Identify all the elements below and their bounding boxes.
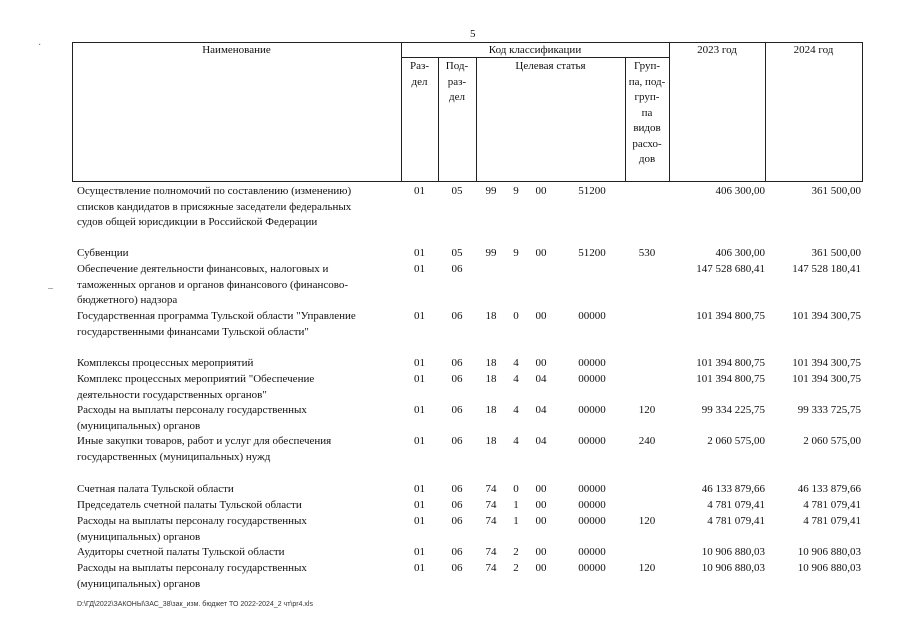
row-target-direction: 00000 [578, 499, 606, 511]
row-target-program: 99 [485, 185, 497, 197]
row-podrazdel: 06 [451, 562, 463, 574]
row-name: Председатель счетной палаты Тульской области [77, 499, 302, 511]
row-podrazdel: 06 [451, 357, 463, 369]
row-target-direction: 00000 [578, 515, 606, 527]
row-target-subprogram: 4 [513, 404, 519, 416]
header-name: Наименование [202, 44, 271, 56]
row-name: Расходы на выплаты персоналу государственных (муниципальных) органов [77, 562, 307, 590]
row-expense-type: 120 [638, 562, 656, 574]
row-amount-2023: 147 528 680,41 [696, 263, 765, 275]
row-amount-2024: 99 333 725,75 [797, 404, 861, 416]
header-year-2023: 2023 год [697, 44, 737, 56]
row-target-event: 00 [535, 546, 547, 558]
row-target-direction: 00000 [578, 357, 606, 369]
row-amount-2023: 2 060 575,00 [707, 435, 765, 447]
row-amount-2024: 101 394 300,75 [792, 310, 861, 322]
file-path-footer: D:\ГД\2022\ЗАКОНЫ\ЗАС_38\зак_изм. бюджет ТО 2022-2024_2 чт\pr4.xls [77, 601, 313, 608]
row-razdel: 01 [414, 185, 425, 197]
row-target-subprogram: 4 [513, 373, 519, 385]
row-target-program: 74 [485, 499, 497, 511]
row-target-program: 18 [485, 310, 497, 322]
row-target-subprogram: 0 [513, 483, 519, 495]
row-name: Аудиторы счетной палаты Тульской области [77, 546, 285, 558]
row-target-subprogram: 1 [513, 515, 519, 527]
row-podrazdel: 06 [451, 483, 463, 495]
row-target-subprogram: 0 [513, 310, 519, 322]
row-podrazdel: 06 [451, 404, 463, 416]
row-podrazdel: 06 [451, 515, 463, 527]
row-amount-2024: 10 906 880,03 [797, 546, 861, 558]
row-amount-2023: 99 334 225,75 [701, 404, 765, 416]
header-podrazdel: Под- раз- дел [445, 60, 469, 103]
row-expense-type: 120 [638, 404, 656, 416]
row-razdel: 01 [414, 515, 425, 527]
row-name: Комплекс процессных мероприятий "Обеспечение деятельности государственных органов" [77, 373, 315, 401]
row-target-program: 18 [485, 404, 497, 416]
row-amount-2024: 101 394 300,75 [792, 373, 861, 385]
row-target-event: 04 [535, 404, 547, 416]
row-name: Счетная палата Тульской области [77, 483, 234, 495]
row-target-event: 00 [535, 562, 547, 574]
row-name: Расходы на выплаты персоналу государственных (муниципальных) органов [77, 515, 307, 543]
row-amount-2023: 406 300,00 [715, 185, 765, 197]
row-target-subprogram: 9 [513, 247, 519, 259]
row-name: Обеспечение деятельности финансовых, налоговых и таможенных органов и органов финансового (финансово- бюджетного) надзора [77, 263, 349, 306]
row-target-program: 74 [485, 546, 497, 558]
row-target-subprogram: 2 [513, 546, 519, 558]
row-razdel: 01 [414, 404, 425, 416]
row-name: Осуществление полномочий по составлению (изменению) списков кандидатов в присяжные заседатели федеральных судов общей юрисдикции в Российской Федерации [77, 185, 352, 228]
row-target-program: 74 [485, 515, 497, 527]
header-target-article: Целевая статья [515, 60, 586, 72]
row-target-event: 00 [535, 310, 547, 322]
row-target-direction: 51200 [578, 185, 606, 197]
row-razdel: 01 [414, 483, 425, 495]
scan-mark: · [38, 40, 42, 51]
row-target-event: 00 [535, 357, 547, 369]
row-amount-2023: 101 394 800,75 [696, 357, 765, 369]
row-amount-2023: 101 394 800,75 [696, 373, 765, 385]
row-name: Расходы на выплаты персоналу государственных (муниципальных) органов [77, 404, 307, 432]
row-expense-type: 120 [638, 515, 656, 527]
row-razdel: 01 [414, 435, 425, 447]
row-razdel: 01 [414, 247, 425, 259]
header-code-group: Код классификации [488, 44, 582, 56]
row-amount-2023: 10 906 880,03 [701, 562, 765, 574]
row-name: Субвенции [77, 247, 129, 259]
row-target-subprogram: 4 [513, 435, 519, 447]
row-podrazdel: 05 [451, 247, 463, 259]
row-podrazdel: 06 [451, 499, 463, 511]
row-amount-2023: 101 394 800,75 [696, 310, 765, 322]
row-target-direction: 00000 [578, 483, 606, 495]
row-podrazdel: 06 [451, 310, 463, 322]
row-target-program: 99 [485, 247, 497, 259]
header-razdel: Раз- дел [409, 60, 429, 88]
row-razdel: 01 [414, 310, 425, 322]
row-razdel: 01 [414, 357, 425, 369]
row-target-event: 00 [535, 483, 547, 495]
row-target-event: 00 [535, 185, 547, 197]
row-target-subprogram: 4 [513, 357, 519, 369]
header-expense-type: Груп- па, под- груп- па видов расхо- дов [628, 60, 666, 165]
row-target-direction: 00000 [578, 546, 606, 558]
row-amount-2024: 2 060 575,00 [803, 435, 861, 447]
scan-dash-mark: – [48, 283, 53, 294]
row-target-event: 04 [535, 373, 547, 385]
row-amount-2024: 46 133 879,66 [797, 483, 861, 495]
row-amount-2023: 406 300,00 [715, 247, 765, 259]
row-name: Иные закупки товаров, работ и услуг для обеспечения государственных (муниципальных) нужд [77, 435, 332, 463]
row-razdel: 01 [414, 263, 425, 275]
row-amount-2023: 4 781 079,41 [707, 499, 765, 511]
row-target-program: 18 [485, 357, 497, 369]
row-expense-type: 530 [638, 247, 656, 259]
row-target-direction: 00000 [578, 435, 606, 447]
header-year-2024: 2024 год [793, 44, 834, 56]
row-podrazdel: 06 [451, 373, 463, 385]
row-target-direction: 00000 [578, 373, 606, 385]
row-amount-2024: 361 500,00 [811, 247, 861, 259]
row-podrazdel: 06 [451, 263, 463, 275]
page-number: 5 [470, 28, 476, 40]
row-target-program: 74 [485, 483, 497, 495]
row-target-subprogram: 9 [513, 185, 519, 197]
row-target-subprogram: 2 [513, 562, 519, 574]
row-target-subprogram: 1 [513, 499, 519, 511]
row-amount-2024: 10 906 880,03 [797, 562, 861, 574]
row-podrazdel: 06 [451, 546, 463, 558]
row-amount-2023: 10 906 880,03 [701, 546, 765, 558]
row-amount-2024: 4 781 079,41 [803, 515, 861, 527]
row-target-event: 00 [535, 499, 547, 511]
row-amount-2024: 4 781 079,41 [803, 499, 861, 511]
row-name: Комплексы процессных мероприятий [77, 357, 254, 369]
row-amount-2024: 147 528 180,41 [792, 263, 861, 275]
row-target-direction: 51200 [578, 247, 606, 259]
row-razdel: 01 [414, 373, 425, 385]
row-target-event: 00 [535, 515, 547, 527]
row-target-direction: 00000 [578, 310, 606, 322]
row-razdel: 01 [414, 562, 425, 574]
row-razdel: 01 [414, 546, 425, 558]
row-amount-2024: 101 394 300,75 [792, 357, 861, 369]
row-amount-2024: 361 500,00 [811, 185, 861, 197]
row-razdel: 01 [414, 499, 425, 511]
row-target-event: 00 [535, 247, 547, 259]
row-podrazdel: 05 [451, 185, 463, 197]
row-target-direction: 00000 [578, 562, 606, 574]
row-target-program: 74 [485, 562, 497, 574]
row-expense-type: 240 [638, 435, 656, 447]
row-target-program: 18 [485, 373, 497, 385]
row-target-program: 18 [485, 435, 497, 447]
row-podrazdel: 06 [451, 435, 463, 447]
row-amount-2023: 4 781 079,41 [707, 515, 765, 527]
row-target-event: 04 [535, 435, 547, 447]
row-target-direction: 00000 [578, 404, 606, 416]
row-name: Государственная программа Тульской области "Управление государственными финансами Тульской области" [77, 310, 356, 338]
row-amount-2023: 46 133 879,66 [701, 483, 765, 495]
